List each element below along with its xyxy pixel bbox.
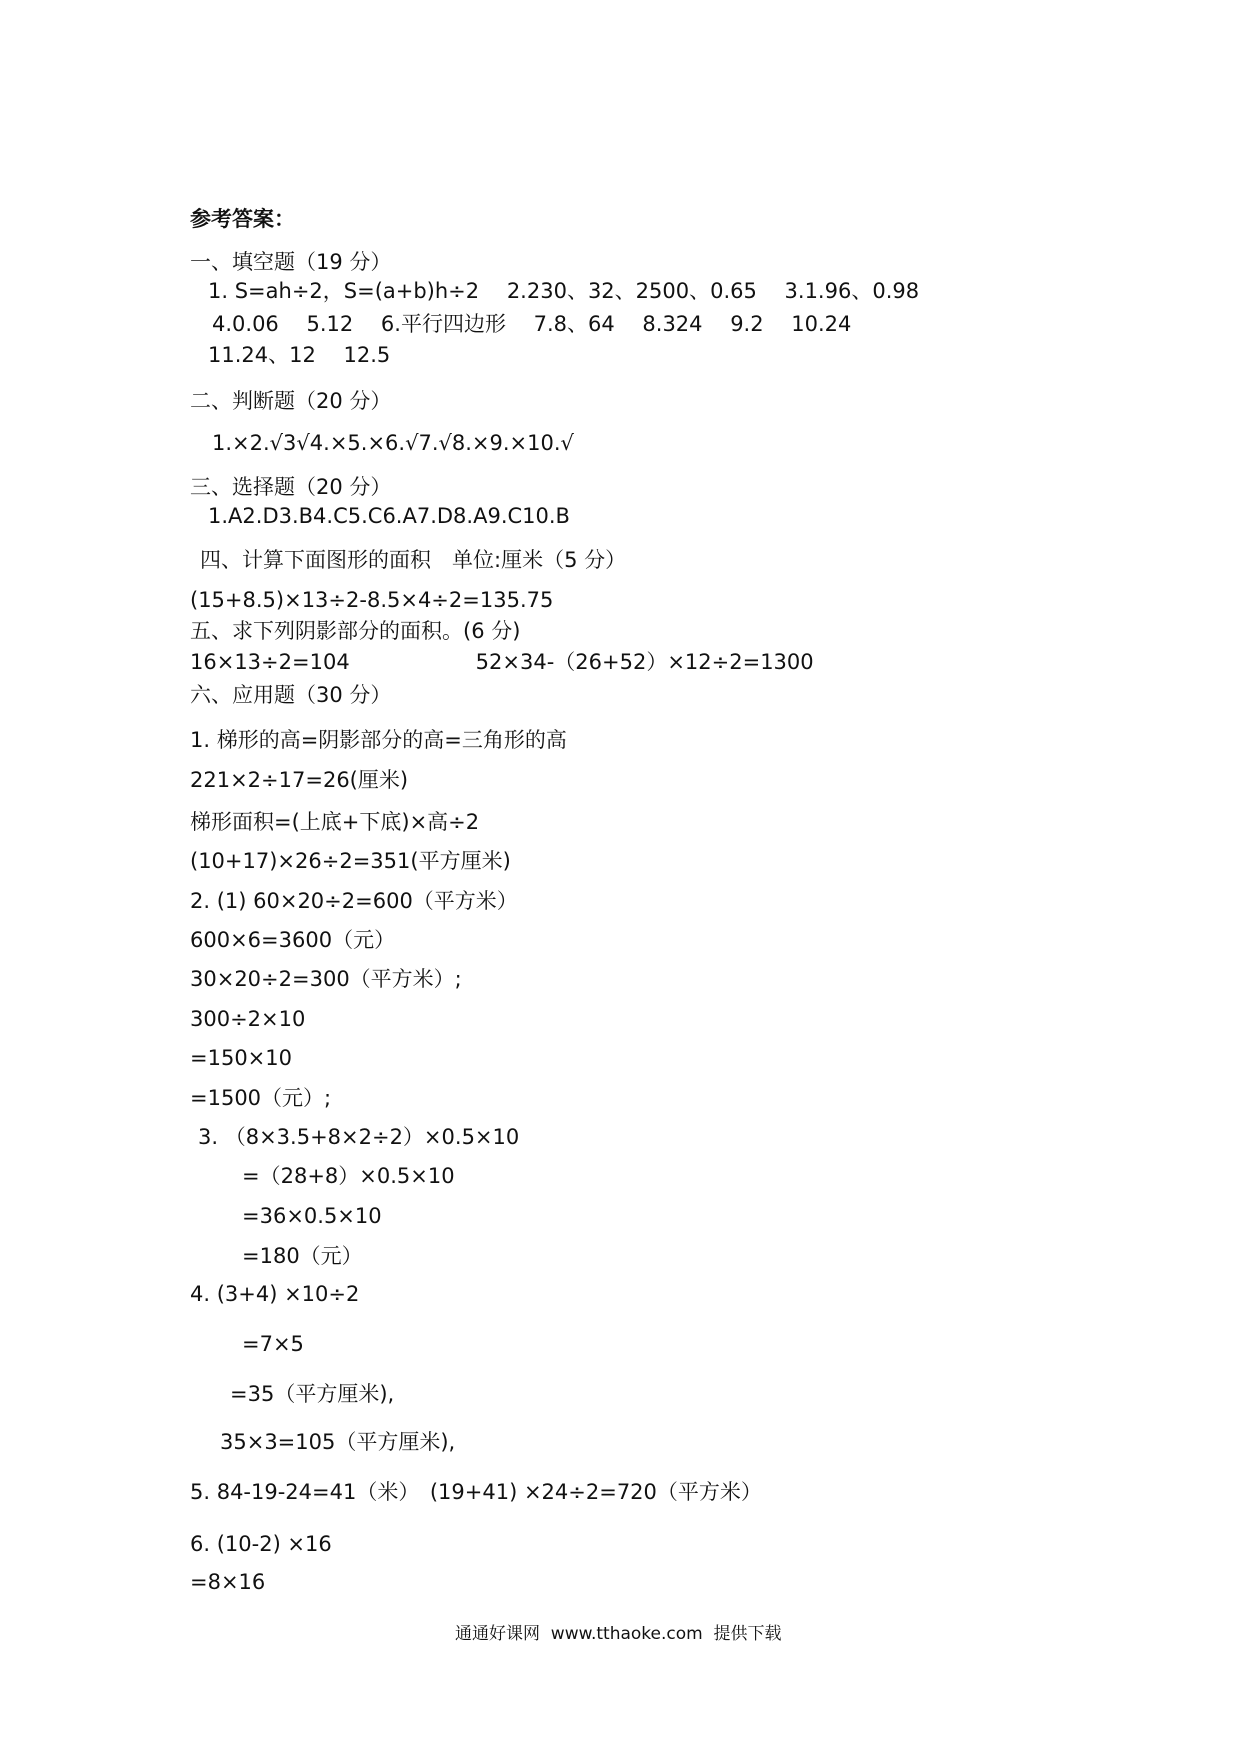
answer-line: 1. S=ah÷2，S=(a+b)h÷2 2.230、32、2500、0.65 3.1.96、0.98 bbox=[208, 279, 920, 303]
answer-line: 600×6=3600（元） bbox=[190, 928, 396, 952]
answer-line: =（28+8）×0.5×10 bbox=[242, 1164, 455, 1188]
answer-line: 5. 84-19-24=41（米） (19+41) ×24÷2=720（平方米） bbox=[190, 1480, 762, 1504]
page-title: 参考答案： bbox=[190, 207, 295, 231]
answer-line: =150×10 bbox=[190, 1046, 292, 1070]
answer-line: 35×3=105（平方厘米), bbox=[220, 1430, 456, 1454]
answer-line: 30×20÷2=300（平方米）; bbox=[190, 967, 462, 991]
page-footer: 通通好课网 www.tthaoke.com 提供下载 bbox=[455, 1624, 782, 1644]
answer-line: 1.×2.√3√4.×5.×6.√7.√8.×9.×10.√ bbox=[212, 431, 574, 455]
answer-line: =36×0.5×10 bbox=[242, 1204, 382, 1228]
answer-line: 300÷2×10 bbox=[190, 1007, 306, 1031]
answer-line: 3. （8×3.5+8×2÷2）×0.5×10 bbox=[198, 1125, 520, 1149]
section-heading-multiple-choice: 三、选择题（20 分） bbox=[190, 475, 392, 499]
answer-line: 11.24、12 12.5 bbox=[208, 343, 391, 367]
answer-line: (15+8.5)×13÷2-8.5×4÷2=135.75 bbox=[190, 588, 554, 612]
answer-line: 16×13÷2=104 52×34-（26+52）×12÷2=1300 bbox=[190, 650, 814, 674]
section-heading-shaded-area: 五、求下列阴影部分的面积。(6 分) bbox=[190, 619, 521, 643]
answer-line: 6. (10-2) ×16 bbox=[190, 1532, 332, 1556]
answer-line: 1. 梯形的高=阴影部分的高=三角形的高 bbox=[190, 728, 567, 752]
answer-line: =180（元） bbox=[242, 1244, 363, 1268]
answer-line: 221×2÷17=26(厘米) bbox=[190, 768, 409, 792]
section-heading-word-problems: 六、应用题（30 分） bbox=[190, 683, 392, 707]
answer-line: =7×5 bbox=[242, 1332, 304, 1356]
section-heading-area: 四、计算下面图形的面积 单位:厘米（5 分） bbox=[200, 548, 627, 572]
answer-line: (10+17)×26÷2=351(平方厘米) bbox=[190, 849, 511, 873]
answer-line: =8×16 bbox=[190, 1570, 266, 1594]
section-heading-true-false: 二、判断题（20 分） bbox=[190, 389, 392, 413]
answer-line: 4.0.06 5.12 6.平行四边形 7.8、64 8.324 9.2 10.24 bbox=[212, 312, 852, 336]
answer-line: 梯形面积=(上底+下底)×高÷2 bbox=[190, 810, 480, 834]
answer-line: 4. (3+4) ×10÷2 bbox=[190, 1282, 360, 1306]
answer-line: =1500（元）; bbox=[190, 1086, 332, 1110]
answer-line: 1.A2.D3.B4.C5.C6.A7.D8.A9.C10.B bbox=[208, 504, 570, 528]
answer-line: =35（平方厘米), bbox=[230, 1382, 395, 1406]
answer-line: 2. (1) 60×20÷2=600（平方米） bbox=[190, 889, 518, 913]
section-heading-fill-blank: 一、填空题（19 分） bbox=[190, 250, 392, 274]
